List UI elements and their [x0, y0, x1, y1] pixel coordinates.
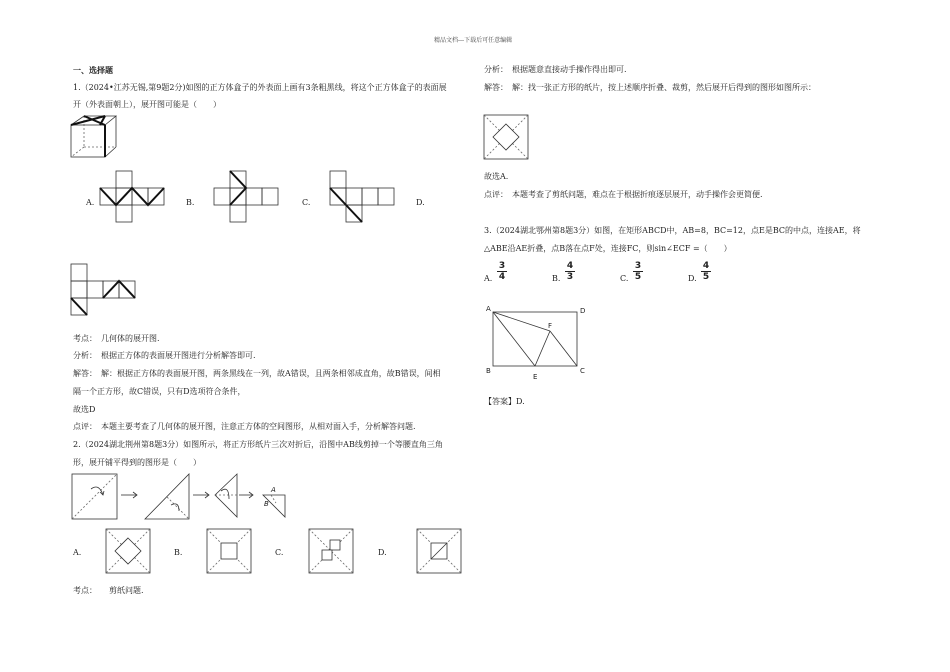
q3-point-f: F [548, 322, 553, 330]
q1-stem-line2: 开（外表面朝上），展开图可能是（ ） [73, 100, 221, 109]
q2-option-d-figure [416, 528, 462, 574]
q1-option-b-label: B. [186, 198, 195, 207]
q2-option-a-figure [105, 528, 151, 574]
q3-stem-line1: 3.（2024湖北鄂州第8题3分）如图，在矩形ABCD中，AB=8，BC=12，点E是BC的中点，连接AE，将 [484, 226, 861, 235]
q3-option-a-fraction: $\frac{3}{4}$ [498, 261, 506, 282]
q2-dianping: 点评： 本题考查了剪纸问题，难点在于根据折痕逐层展开，动手操作会更简便. [484, 190, 763, 199]
q3-option-c-label: C. [620, 274, 629, 283]
q3-point-b: B [486, 367, 491, 375]
q3-option-d-fraction: $\frac{4}{5}$ [702, 261, 710, 282]
q2-option-c-figure [308, 528, 354, 574]
q1-option-a-label: A. [86, 198, 95, 207]
q3-answer: 【答案】D. [484, 397, 525, 406]
q2-option-b-label: B. [174, 548, 183, 557]
q1-option-c-label: C. [302, 198, 311, 207]
page-header: 精品文档---下载后可任意编辑 [434, 37, 513, 44]
q2-option-b-figure [206, 528, 252, 574]
q1-guxuan: 故选D [73, 405, 96, 414]
q3-rectangle-figure [492, 311, 578, 367]
q2-label-b: B [264, 500, 269, 508]
q1-option-d-net [71, 263, 135, 317]
q1-kaodian: 考点： 几何体的展开图. [73, 334, 160, 343]
q3-option-d-label: D. [688, 274, 697, 283]
q2-jieda: 解答： 解：找一张正方形的纸片，按上述顺序折叠、裁剪，然后展开后得到的图形如图所示： [484, 83, 816, 92]
q1-dianping: 点评： 本题主要考查了几何体的展开图，注意正方体的空间图形，从相对面入手，分析解答问题. [73, 422, 416, 431]
q3-stem-line2: △ABE沿AE折叠，点B落在点F处，连接FC，则sin∠ECF =（ ） [484, 244, 732, 253]
q2-option-d-label: D. [378, 548, 387, 557]
q3-option-a-label: A. [484, 274, 493, 283]
q2-stem-line2: 形，展开铺平得到的图形是（ ） [73, 458, 201, 467]
q3-option-b-label: B. [552, 274, 561, 283]
q1-fenxi: 分析： 根据正方体的表面展开图进行分析解答即可. [73, 351, 256, 360]
q1-option-d-label: D. [416, 198, 425, 207]
q3-option-b-fraction: $\frac{4}{3}$ [566, 261, 574, 282]
q3-point-e: E [533, 373, 538, 381]
q2-label-a: A [271, 486, 276, 494]
q3-point-a: A [486, 305, 491, 313]
q2-kaodian: 考点： 剪纸问题. [73, 586, 144, 595]
section-title: 一、选择题 [73, 65, 113, 75]
q1-jieda-line2: 隔一个正方形，故C错误，只有D选项符合条件， [73, 387, 246, 396]
q2-option-c-label: C. [275, 548, 284, 557]
q2-guxuan: 故选A. [484, 172, 509, 181]
q2-solution-figure [483, 114, 529, 160]
q3-option-c-fraction: $\frac{3}{5}$ [634, 261, 642, 282]
q3-point-d: D [580, 307, 586, 315]
q1-jieda-line1: 解答： 解：根据正方体的表面展开图，两条黑线在一列，故A错误，且两条相邻成直角，故B错误，间相 [73, 369, 441, 378]
q1-option-a-net [100, 170, 164, 224]
q2-folding-sequence [71, 473, 301, 523]
q1-cube-figure [70, 115, 120, 160]
q3-point-c: C [580, 367, 585, 375]
q1-option-c-net [330, 170, 394, 224]
q1-stem-line1: 1.（2024•江苏无锡,第9题2分)如图的正方体盒子的外表面上画有3条粗黑线，将这个正方体盒子的表面展 [73, 83, 447, 92]
q2-fenxi: 分析： 根据题意直接动手操作得出即可. [484, 65, 627, 74]
q1-option-b-net [214, 170, 278, 224]
q2-option-a-label: A. [73, 548, 82, 557]
q2-stem-line1: 2.（2024湖北荆州第8题3分）如图所示，将正方形纸片三次对折后，沿图中AB线剪掉一个等腰直角三角 [73, 440, 443, 449]
